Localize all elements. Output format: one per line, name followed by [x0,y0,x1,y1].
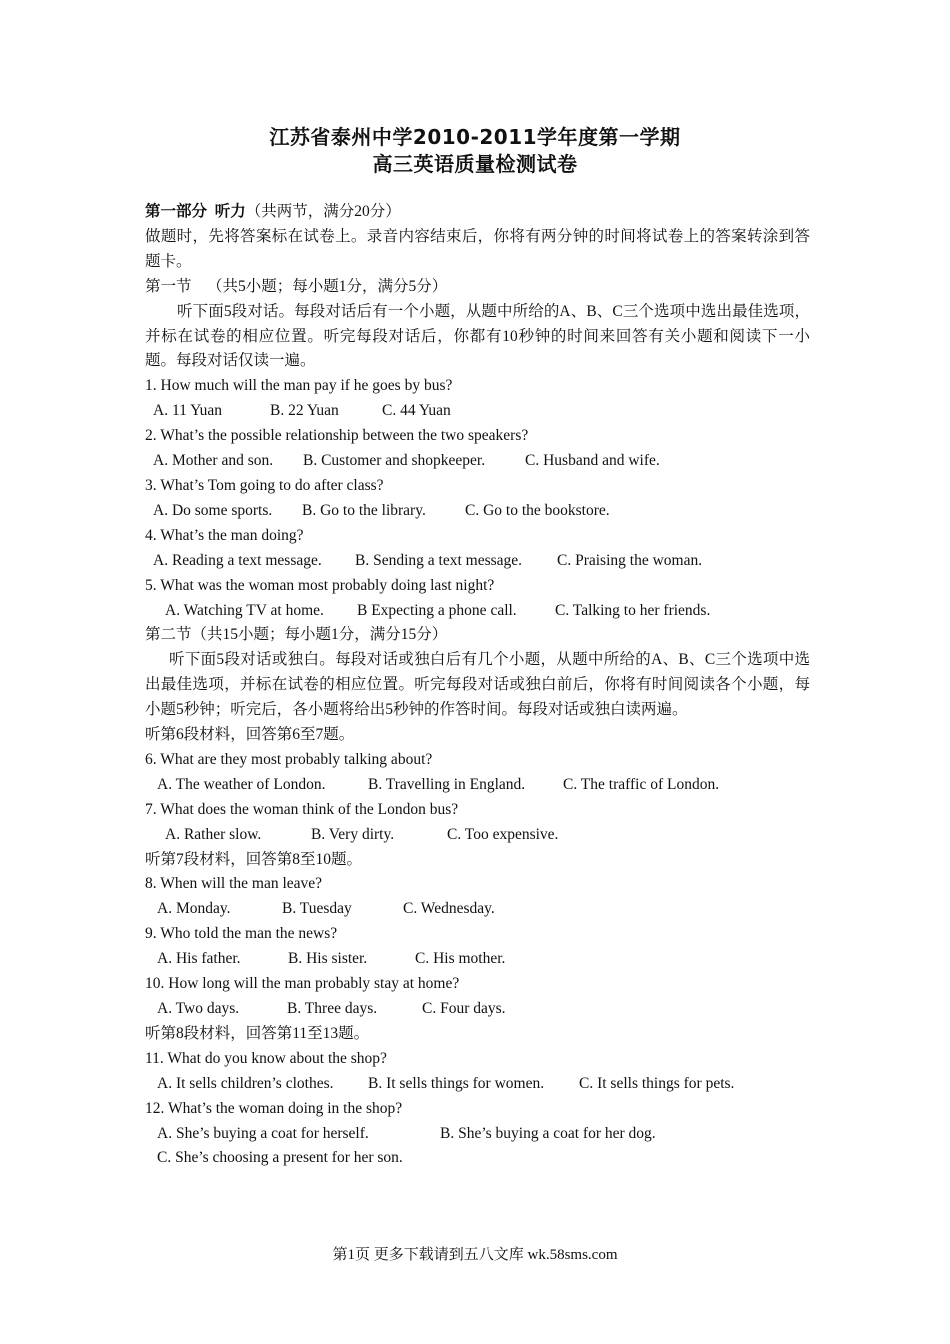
question-11-options [145,1072,810,1097]
question-2-option-b: B. Customer and shopkeeper. [303,452,486,470]
question-6-options [145,773,810,798]
part1-heading-bold: 第一部分 听力 [145,203,246,220]
question-4-option-b: B. Sending a text message. [355,551,523,569]
question-5-option-b: B Expecting a phone call. [357,601,517,619]
exam-title-line2: 高三英语质量检测试卷 [372,152,578,176]
question-4-options [145,549,810,574]
question-10-option-a: A. Two days. [157,1000,240,1017]
question-5-option-a: A. Watching TV at home. [165,601,324,619]
question-2-option-a: A. Mother and son. [153,452,274,470]
question-2-text: 2. What’s the possible relationship between the two speakers? [145,427,529,445]
question-8-option-b: B. Tuesday [282,900,352,918]
question-7-text: 7. What does the woman think of the London bus? [145,800,459,818]
question-12-options-c [145,1146,810,1171]
material-7-note: 听第7段材料，回答第8至10题。 [145,850,363,868]
question-10-text: 10. How long will the man probably stay at home? [145,975,460,993]
question-11-option-c: C. It sells things for pets. [579,1074,735,1092]
question-10-options [145,997,810,1022]
section2-instructions: 听下面5段对话或独白。每段对话或独白后有几个小题，从题中所给的A、B、C三个选项中选出最佳选项，并标在试卷的相应位置。听完每段对话或独白前后，你将有时间阅读各个小题，每小题5秒钟；听完后，各小题将给出5秒钟的作答时间。每段对话或独白读两遍。 [145,651,810,719]
question-12-text: 12. What’s the woman doing in the shop? [145,1099,403,1117]
material-8-note: 听第8段材料，回答第11至13题。 [145,1024,370,1042]
question-3-option-c: C. Go to the bookstore. [465,501,610,519]
question-12-option-c: C. She’s choosing a present for her son. [157,1149,403,1167]
question-8-option-c: C. Wednesday. [403,900,495,918]
question-9-options [145,947,810,972]
question-1-text: 1. How much will the man pay if he goes by bus? [145,377,453,395]
question-7-option-c: C. Too expensive. [447,825,559,843]
question-5-option-c: C. Talking to her friends. [555,601,711,619]
question-6-text: 6. What are they most probably talking about? [145,750,433,768]
question-3-option-b: B. Go to the library. [302,501,426,519]
question-7-option-a: A. Rather slow. [165,825,262,843]
question-8-options [145,897,810,922]
question-11-option-a: A. It sells children’s clothes. [157,1074,334,1092]
page-footer: 第1页 更多下载请到五八文库 wk.58sms.com [332,1247,618,1263]
question-7-option-b: B. Very dirty. [311,825,395,843]
question-12-option-a: A. She’s buying a coat for herself. [157,1124,369,1142]
question-8-text: 8. When will the man leave? [145,875,323,893]
question-2-options [145,449,810,474]
question-4-option-c: C. Praising the woman. [557,551,703,569]
question-11-option-b: B. It sells things for women. [368,1074,545,1092]
question-5-options [145,599,810,624]
question-9-option-b: B. His sister. [288,950,368,968]
section1-instructions: 听下面5段对话。每段对话后有一个小题，从题中所给的A、B、C三个选项中选出最佳选项，并标在试卷的相应位置。听完每段对话后，你都有10秒钟的时间来回答有关小题和阅读下一小题。每段对话仅读一遍。 [145,302,810,370]
question-6-option-c: C. The traffic of London. [563,775,720,793]
question-5-text: 5. What was the woman most probably doing last night? [145,576,495,594]
question-9-text: 9. Who told the man the news? [145,925,338,943]
section1-heading: 第一节 （共5小题；每小题1分，满分5分） [145,277,448,295]
part1-heading-rest: （共两节，满分20分） [245,203,401,220]
question-6-option-b: B. Travelling in England. [368,775,526,793]
question-2-option-c: C. Husband and wife. [525,452,660,470]
exam-title-line1: 江苏省泰州中学2010-2011学年度第一学期 [269,125,681,149]
question-3-options [145,499,810,524]
question-10-option-b: B. Three days. [287,1000,378,1017]
question-1-option-c: C. 44 Yuan [382,402,451,420]
question-9-option-a: A. His father. [157,950,241,968]
question-12-options-ab [145,1122,810,1147]
part1-instructions: 做题时，先将答案标在试卷上。录音内容结束后，你将有两分钟的时间将试卷上的答案转涂到答题卡。 [145,227,810,270]
question-7-options [145,823,810,848]
part1-heading [145,200,810,225]
question-1-option-a: A. 11 Yuan [153,402,223,420]
question-1-option-b: B. 22 Yuan [270,402,339,420]
question-4-option-a: A. Reading a text message. [153,551,322,569]
question-12-option-b: B. She’s buying a coat for her dog. [440,1124,656,1142]
exam-content [145,200,810,1171]
question-8-option-a: A. Monday. [157,900,231,918]
question-10-option-c: C. Four days. [422,1000,506,1017]
section2-heading: 第二节（共15小题；每小题1分，满分15分） [145,626,448,644]
question-11-text: 11. What do you know about the shop? [145,1049,387,1067]
question-3-text: 3. What’s Tom going to do after class? [145,476,384,494]
question-6-option-a: A. The weather of London. [157,775,326,793]
question-3-option-a: A. Do some sports. [153,501,273,519]
question-4-text: 4. What’s the man doing? [145,526,304,544]
question-9-option-c: C. His mother. [415,950,506,968]
material-6-note: 听第6段材料，回答第6至7题。 [145,726,355,744]
question-1-options [145,399,810,424]
